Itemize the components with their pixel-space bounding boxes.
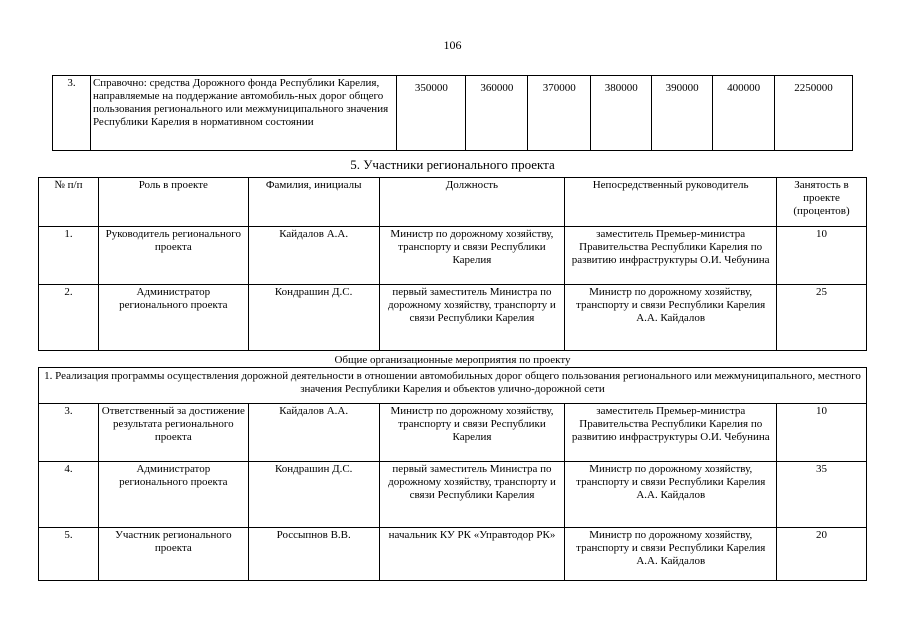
row-role: Руководитель регионального проекта bbox=[98, 227, 248, 285]
funding-row-text: Справочно: средства Дорожного фонда Республики Карелия, направляемые на поддержание автомобиль-ных дорог общего пользования регионального или межмуниципального значения Республики Карелия в нормативном состоянии bbox=[90, 76, 397, 151]
table-row bbox=[39, 285, 867, 351]
row-employment: 35 bbox=[777, 462, 867, 528]
row-position: первый заместитель Министра по дорожному хозяйству, транспорту и связи Республики Карелия bbox=[379, 462, 565, 528]
header-employment: Занятость в проекте (процентов) bbox=[777, 178, 867, 227]
task-participants-table bbox=[38, 367, 867, 581]
funding-value: 370000 bbox=[528, 76, 591, 151]
funding-value: 350000 bbox=[397, 76, 466, 151]
row-employment: 10 bbox=[777, 227, 867, 285]
row-num: 2. bbox=[39, 285, 99, 351]
header-name: Фамилия, инициалы bbox=[248, 178, 379, 227]
row-employment: 25 bbox=[777, 285, 867, 351]
section-title: 5. Участники регионального проекта bbox=[350, 157, 555, 172]
participants-table bbox=[38, 177, 867, 351]
row-role: Участник регионального проекта bbox=[98, 528, 248, 581]
header-supervisor: Непосредственный руководитель bbox=[565, 178, 777, 227]
table-row bbox=[39, 404, 867, 462]
header-role: Роль в проекте bbox=[98, 178, 248, 227]
row-name: Кайдалов А.А. bbox=[248, 404, 379, 462]
task-title-row bbox=[39, 368, 867, 404]
row-name: Кондрашин Д.С. bbox=[248, 462, 379, 528]
row-name: Кайдалов А.А. bbox=[248, 227, 379, 285]
row-position: Министр по дорожному хозяйству, транспорту и связи Республики Карелия bbox=[379, 227, 565, 285]
row-num: 4. bbox=[39, 462, 99, 528]
row-position: Министр по дорожному хозяйству, транспорту и связи Республики Карелия bbox=[379, 404, 565, 462]
row-role: Ответственный за достижение результата регионального проекта bbox=[98, 404, 248, 462]
row-num: 5. bbox=[39, 528, 99, 581]
funding-row bbox=[53, 76, 853, 151]
row-supervisor: Министр по дорожному хозяйству, транспорту и связи Республики Карелия А.А. Кайдалов bbox=[565, 528, 777, 581]
funding-value: 360000 bbox=[466, 76, 528, 151]
table-header-row bbox=[39, 178, 867, 227]
table-row bbox=[39, 528, 867, 581]
funding-value: 380000 bbox=[591, 76, 652, 151]
funding-value: 390000 bbox=[652, 76, 713, 151]
table-row bbox=[39, 227, 867, 285]
task-title: 1. Реализация программы осуществления дорожной деятельности в отношении автомобильных дорог общего пользования регионального или межмуниципального, местного значения Республики Карелия и объектов улично-дорожной сети bbox=[39, 368, 867, 404]
row-name: Кондрашин Д.С. bbox=[248, 285, 379, 351]
row-supervisor: Министр по дорожному хозяйству, транспорту и связи Республики Карелия А.А. Кайдалов bbox=[565, 285, 777, 351]
table-row bbox=[39, 462, 867, 528]
page-number: 106 bbox=[443, 38, 462, 52]
row-role: Администратор регионального проекта bbox=[98, 285, 248, 351]
row-employment: 10 bbox=[777, 404, 867, 462]
funding-row-num: 3. bbox=[53, 76, 91, 151]
row-supervisor: Министр по дорожному хозяйству, транспорту и связи Республики Карелия А.А. Кайдалов bbox=[565, 462, 777, 528]
header-num: № п/п bbox=[39, 178, 99, 227]
general-measures-title: Общие организационные мероприятия по проекту bbox=[334, 354, 571, 366]
row-employment: 20 bbox=[777, 528, 867, 581]
row-num: 3. bbox=[39, 404, 99, 462]
funding-value-total: 2250000 bbox=[775, 76, 853, 151]
funding-value: 400000 bbox=[713, 76, 775, 151]
row-position: первый заместитель Министра по дорожному хозяйству, транспорту и связи Республики Карелия bbox=[379, 285, 565, 351]
row-name: Россыпнов В.В. bbox=[248, 528, 379, 581]
row-num: 1. bbox=[39, 227, 99, 285]
row-supervisor: заместитель Премьер-министра Правительства Республики Карелия по развитию инфраструктуры О.И. Чебунина bbox=[565, 227, 777, 285]
row-supervisor: заместитель Премьер-министра Правительства Республики Карелия по развитию инфраструктуры О.И. Чебунина bbox=[565, 404, 777, 462]
header-position: Должность bbox=[379, 178, 565, 227]
row-role: Администратор регионального проекта bbox=[98, 462, 248, 528]
funding-table bbox=[52, 75, 853, 151]
row-position: начальник КУ РК «Управтодор РК» bbox=[379, 528, 565, 581]
